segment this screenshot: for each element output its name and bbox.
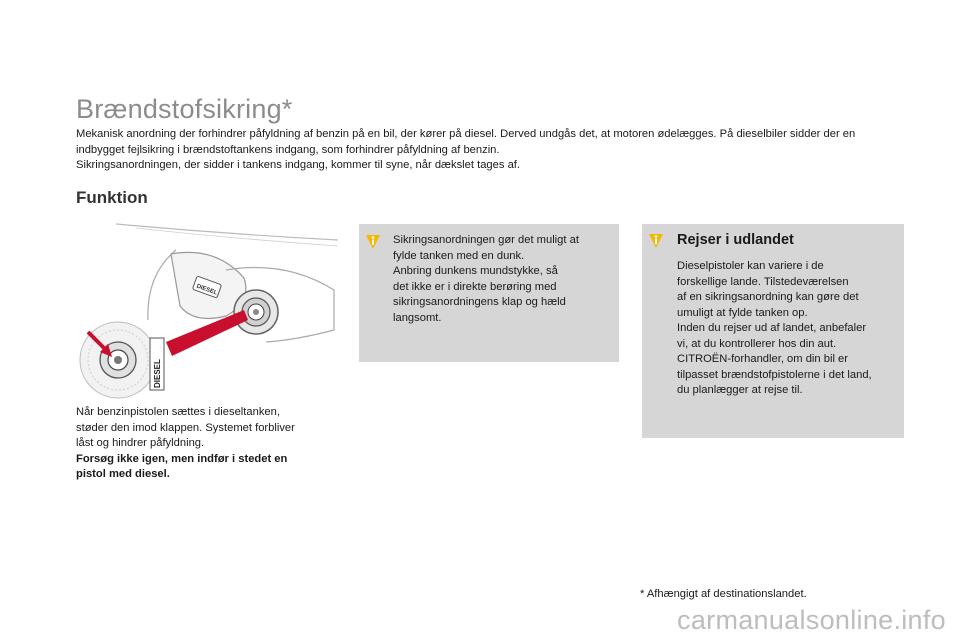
info-box-travel-title: Rejser i udlandet <box>677 232 794 248</box>
page-title: Brændstofsikring* <box>76 94 293 124</box>
intro-paragraph-2: Sikringsanordningen, der sidder i tankens indgang, kommer til syne, når dækslet tages af. <box>76 159 521 171</box>
info-box-canister <box>359 224 619 362</box>
illustration-caption <box>76 405 338 483</box>
info-box-1-line-3: Anbring dunkens mundstykke, så <box>393 265 558 277</box>
info-box-2-line-7: CITROËN-forhandler, om din bil er <box>677 353 848 365</box>
section-heading-funktion: Funktion <box>76 188 148 207</box>
info-box-2-line-3: af en sikringsanordning kan gøre det <box>677 291 859 303</box>
intro-paragraph-1: Mekanisk anordning der forhindrer påfyldning af benzin på en bil, der kører på diesel. Derved undgås det, at motoren ødelægges. På dieselbiler sidder der en indbygget fejlsikring i brændstoftankens indgang, som forhindrer påfyldning af benzin. <box>76 128 856 156</box>
info-box-canister-text <box>393 233 608 326</box>
fuel-filler-diesel-illustration <box>76 220 338 400</box>
info-box-travel-text <box>677 259 897 399</box>
info-box-2-line-2: forskellige lande. Tilstedeværelsen <box>677 275 849 288</box>
info-icon <box>366 235 380 249</box>
svg-text:DIESEL: DIESEL <box>195 283 218 297</box>
caption-line-1: Når benzinpistolen sættes i dieseltanken, <box>76 406 280 418</box>
caption-line-3: låst og hindrer påfyldning. <box>76 437 205 449</box>
info-box-2-line-9: du planlægger at rejse til. <box>677 384 803 396</box>
info-box-1-line-1: Sikringsanordningen gør det muligt at <box>393 234 579 246</box>
info-box-1-line-6: langsomt. <box>393 311 442 324</box>
caption-warning-line-1: Forsøg ikke igen, men indfør i stedet en <box>76 452 288 465</box>
info-box-travel-abroad <box>642 224 904 438</box>
info-box-2-line-1: Dieselpistoler kan variere i de <box>677 260 824 272</box>
info-icon <box>649 234 663 248</box>
caption-line-2: støder den imod klappen. Systemet forbliver <box>76 421 295 434</box>
info-box-2-line-4: umuligt at fylde tanken op. <box>677 306 808 319</box>
watermark[interactable]: carmanualsonline.info <box>677 605 946 635</box>
info-box-2-line-6: vi, at du kontrollerer hos din aut. <box>677 337 837 350</box>
caption-warning-line-2: pistol med diesel. <box>76 468 170 480</box>
info-box-1-line-2: fylde tanken med en dunk. <box>393 249 525 262</box>
info-box-2-line-5: Inden du rejser ud af landet, anbefaler <box>677 322 867 334</box>
info-box-2-line-8: tilpasset brændstofpistolerne i det land, <box>677 368 872 381</box>
footnote: * Afhængigt af destinationslandet. <box>640 588 807 600</box>
intro-text <box>76 127 906 174</box>
info-box-1-line-4: det ikke er i direkte berøring med <box>393 280 557 293</box>
illustration-diesel-label: DIESEL <box>153 359 162 388</box>
info-box-1-line-5: sikringsanordningens klap og hæld <box>393 296 566 308</box>
